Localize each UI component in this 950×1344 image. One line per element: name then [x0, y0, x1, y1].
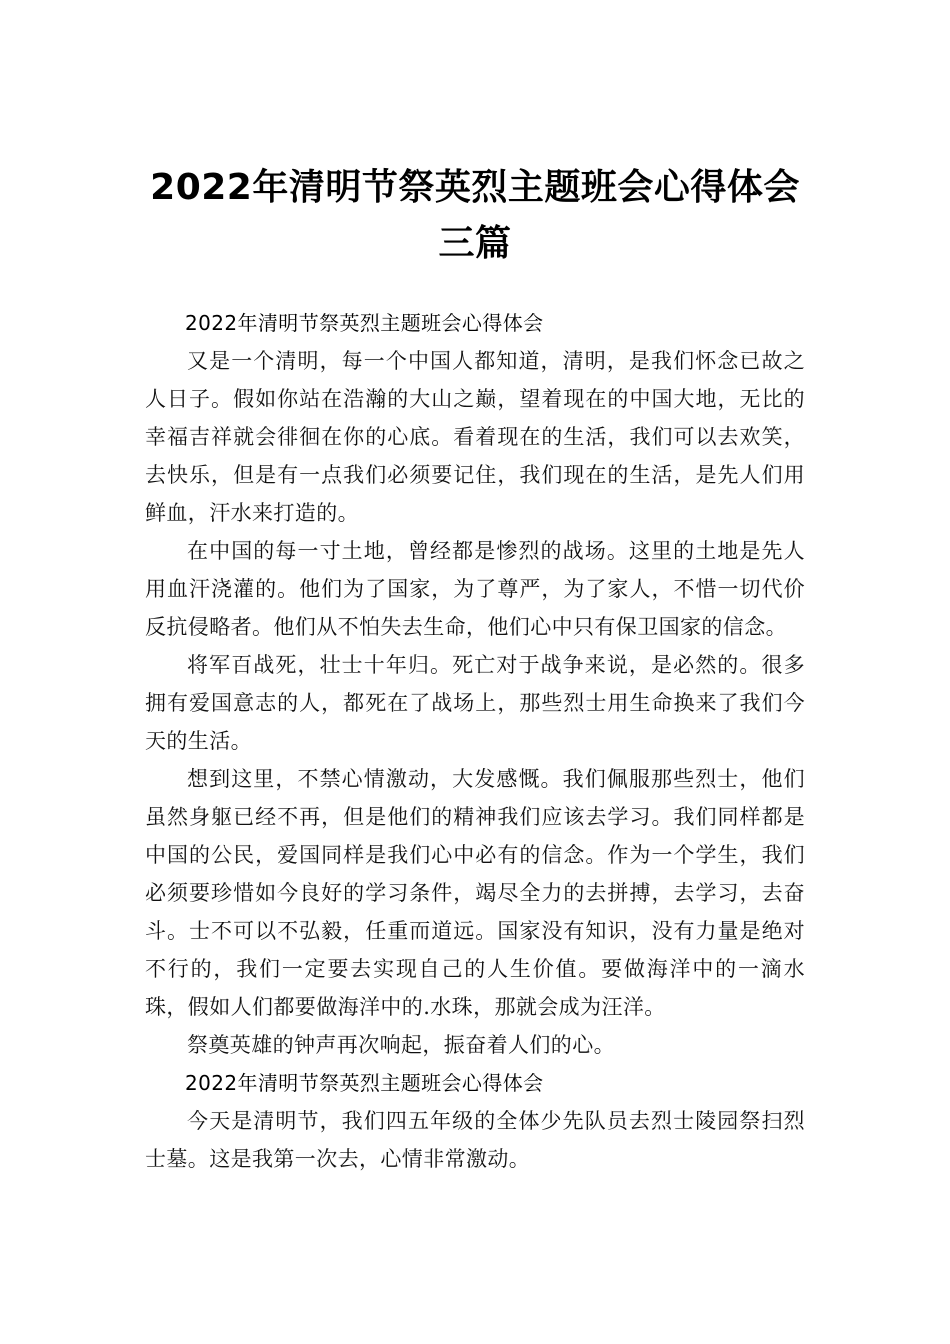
section-heading: 2022年清明节祭英烈主题班会心得体会: [185, 1071, 544, 1095]
body-paragraph: 祭奠英雄的钟声再次响起，振奋着人们的心。: [187, 1033, 615, 1057]
document-body: [145, 304, 805, 1178]
body-paragraph: 想到这里，不禁心情激动，大发感慨。我们佩服那些烈士，他们虽然身躯已经不再，但是他们的精神我们应该去学习。我们同样都是中国的公民，爱国同样是我们心中必有的信念。作为一个学生，我们必须要珍惜如今良好的学习条件，竭尽全力的去拼搏，去学习，去奋斗。士不可以不弘毅，任重而道远。国家没有知识，没有力量是绝对不行的，我们一定要去实现自己的人生价值。要做海洋中的一滴水珠，假如人们都要做海洋中的.水珠，那就会成为汪洋。: [145, 767, 805, 1019]
document-title: 2022年清明节祭英烈主题班会心得体会三篇: [150, 167, 800, 264]
body-paragraph: 又是一个清明，每一个中国人都知道，清明，是我们怀念已故之人日子。假如你站在浩瀚的大山之巅，望着现在的中国大地，无比的幸福吉祥就会徘徊在你的心底。看着现在的生活，我们可以去欢笑，去快乐，但是有一点我们必须要记住，我们现在的生活，是先人们用鲜血，汗水来打造的。: [145, 349, 805, 525]
body-paragraph: 将军百战死，壮士十年归。死亡对于战争来说，是必然的。很多拥有爱国意志的人，都死在了战场上，那些烈士用生命换来了我们今天的生活。: [145, 653, 805, 753]
body-paragraph: 今天是清明节，我们四五年级的全体少先队员去烈士陵园祭扫烈士墓。这是我第一次去，心情非常激动。: [145, 1109, 805, 1171]
section-heading: 2022年清明节祭英烈主题班会心得体会: [185, 311, 544, 335]
body-paragraph: 在中国的每一寸土地，曾经都是惨烈的战场。这里的土地是先人用血汗浇灌的。他们为了国家，为了尊严，为了家人，不惜一切代价反抗侵略者。他们从不怕失去生命，他们心中只有保卫国家的信念。: [145, 539, 805, 639]
